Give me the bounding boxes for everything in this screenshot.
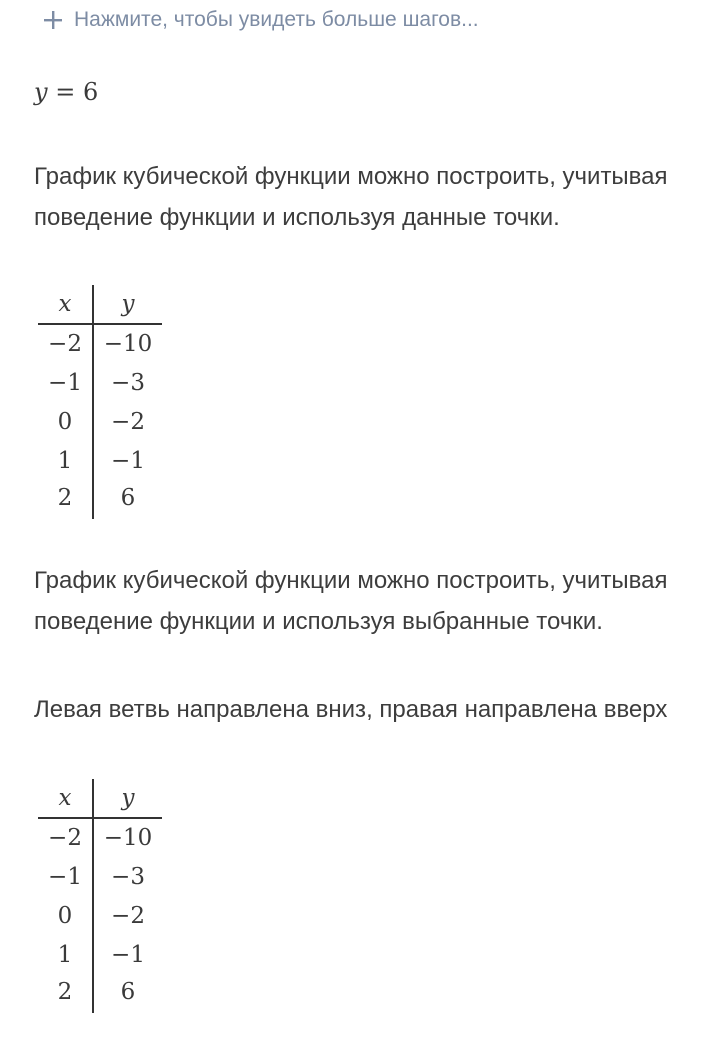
table-cell-y: −1	[111, 942, 145, 968]
table-cell-y: −1	[111, 448, 145, 474]
table-row	[38, 858, 162, 896]
table-cell-y: 6	[120, 485, 136, 511]
table-row	[38, 819, 162, 857]
table-cell-x: −1	[48, 370, 82, 396]
table-row	[38, 442, 162, 480]
equation-operator: =	[55, 78, 76, 106]
table-cell-y: −3	[111, 864, 145, 890]
table-cell-x: 2	[57, 979, 73, 1005]
table-header-x: x	[58, 785, 72, 811]
table-cell-y: −10	[103, 331, 153, 357]
table-cell-y: −3	[111, 370, 145, 396]
equation-variable: y	[34, 78, 48, 106]
table-header-row	[38, 285, 162, 323]
table-cell-y: −2	[111, 409, 145, 435]
table-row	[38, 479, 162, 517]
show-more-steps-label: Нажмите, чтобы увидеть больше шагов...	[74, 8, 479, 31]
table-cell-y: −2	[111, 903, 145, 929]
equation-value: 6	[82, 78, 99, 106]
table-header-x: x	[58, 291, 72, 317]
table-cell-x: −1	[48, 864, 82, 890]
table-row	[38, 897, 162, 935]
paragraph-branch-direction: Левая ветвь направлена вниз, правая направлена вверх	[34, 696, 668, 723]
plus-icon	[42, 9, 64, 31]
table-cell-x: −2	[48, 331, 82, 357]
table-header-row	[38, 779, 162, 817]
table-row	[38, 403, 162, 441]
table-row	[38, 364, 162, 402]
table-cell-x: 0	[57, 409, 73, 435]
table-row	[38, 936, 162, 974]
table-cell-x: 1	[57, 942, 73, 968]
table-header-y: y	[121, 785, 135, 811]
paragraph-plot-description: График кубической функции можно построить, учитывая поведение функции и используя данные точки.	[34, 163, 668, 231]
table-row	[38, 325, 162, 363]
paragraph-plot-selected-points: График кубической функции можно построить, учитывая поведение функции и используя выбранные точки.	[34, 567, 668, 635]
table-row	[38, 973, 162, 1011]
table-cell-x: 2	[57, 485, 73, 511]
show-more-steps-link[interactable]	[42, 2, 479, 38]
table-header-y: y	[121, 291, 135, 317]
equation	[34, 78, 98, 106]
table-cell-y: 6	[120, 979, 136, 1005]
table-cell-y: −10	[103, 825, 153, 851]
table-cell-x: 0	[57, 903, 73, 929]
table-cell-x: 1	[57, 448, 73, 474]
table-cell-x: −2	[48, 825, 82, 851]
